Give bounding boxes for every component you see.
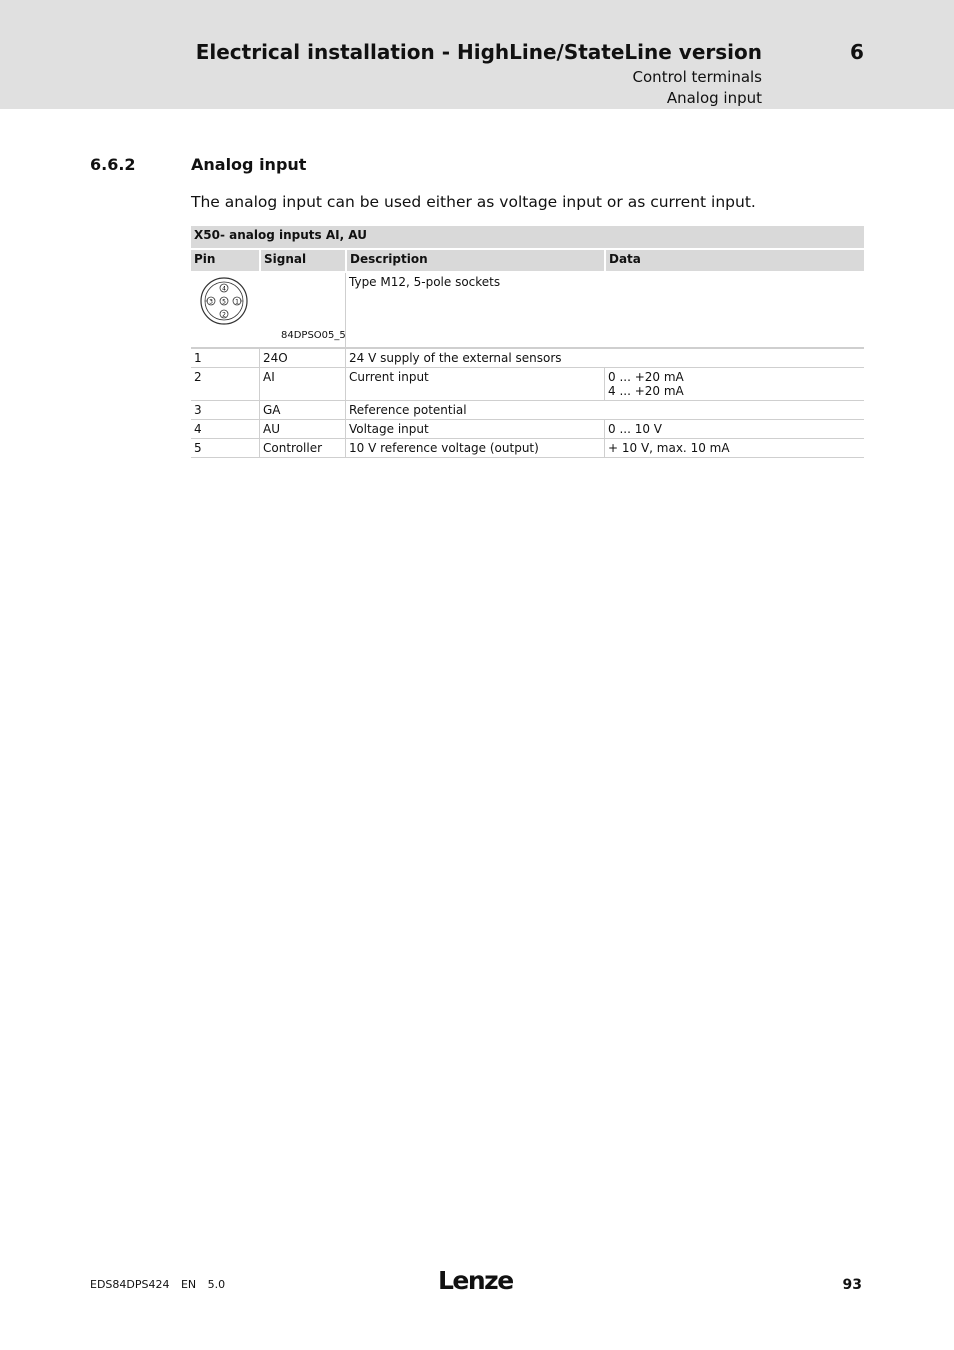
chapter-number: 6: [850, 40, 864, 64]
column-header-description: Description: [345, 250, 604, 273]
page-header: [0, 0, 954, 109]
pin-label-3: 3: [209, 298, 213, 306]
signal-cell: Controller: [259, 439, 345, 458]
table-row: [191, 420, 864, 439]
header-subtitle-2: Analog input: [666, 89, 762, 107]
column-header-data: Data: [604, 250, 864, 273]
pin-cell: 2: [191, 368, 259, 401]
section-title: Analog input: [191, 155, 307, 174]
table-row: [191, 439, 864, 458]
table-caption: X50- analog inputs AI, AU: [191, 226, 864, 250]
signal-cell: AI: [259, 368, 345, 401]
pin-label-4: 4: [222, 285, 226, 293]
pin-cell: 4: [191, 420, 259, 439]
description-cell: Reference potential: [345, 401, 864, 420]
pin-label-2: 2: [222, 311, 226, 319]
data-cell: [604, 368, 864, 401]
connector-image-cell: [191, 273, 345, 349]
header-title: Electrical installation - HighLine/StateLine version: [195, 40, 762, 64]
data-line-1: 0 ... +20 mA: [608, 370, 684, 384]
connector-description: Type M12, 5-pole sockets: [345, 273, 604, 349]
pin-cell: 1: [191, 349, 259, 368]
doc-language: EN: [180, 1278, 197, 1291]
data-cell: 0 ... 10 V: [604, 420, 864, 439]
table-row: [191, 401, 864, 420]
connector-data-empty: [604, 273, 864, 349]
signal-cell: 24O: [259, 349, 345, 368]
description-cell: 24 V supply of the external sensors: [345, 349, 864, 368]
column-header-signal: Signal: [259, 250, 345, 273]
pin-assignment-table: [191, 226, 864, 458]
image-label: 84DPSO05_5: [281, 330, 346, 341]
doc-id: EDS84DPS424: [90, 1278, 170, 1291]
page-number: 93: [842, 1277, 862, 1293]
connector-image-row: [191, 273, 864, 349]
lenze-logo: [438, 1266, 514, 1296]
doc-version: 5.0: [207, 1278, 226, 1291]
data-line-2: 4 ... +20 mA: [608, 384, 684, 398]
pin-label-5: 5: [222, 298, 226, 306]
m12-socket-diagram: [200, 276, 248, 326]
intro-paragraph: The analog input can be used either as voltage input or as current input.: [191, 193, 756, 211]
column-header-pin: Pin: [191, 250, 259, 273]
logo-text: Lenze: [438, 1266, 513, 1295]
description-cell: Voltage input: [345, 420, 604, 439]
header-subtitle-1: Control terminals: [632, 68, 762, 86]
table-row: [191, 349, 864, 368]
pin-cell: 3: [191, 401, 259, 420]
description-cell: Current input: [345, 368, 604, 401]
pin-label-1: 1: [235, 298, 239, 306]
footer-doc-info: [90, 1278, 233, 1291]
signal-cell: GA: [259, 401, 345, 420]
section-number: 6.6.2: [90, 155, 136, 174]
pin-cell: 5: [191, 439, 259, 458]
table-row: [191, 368, 864, 401]
signal-cell: AU: [259, 420, 345, 439]
data-cell: + 10 V, max. 10 mA: [604, 439, 864, 458]
description-cell: 10 V reference voltage (output): [345, 439, 604, 458]
